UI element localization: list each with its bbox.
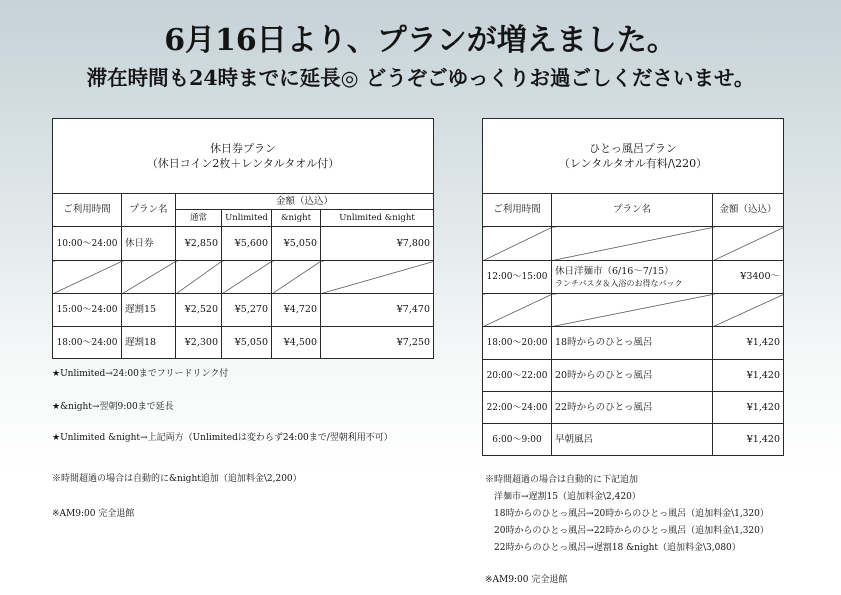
plan-subtitle: （休日コイン2枚＋レンタルタオル付）	[146, 157, 340, 170]
note-overtime-item: 洋麺市→遅割15（追加料金\2,420）	[494, 492, 641, 502]
table-row	[483, 261, 784, 294]
cell-plan: 遅割18	[122, 327, 176, 359]
empty-cell	[483, 227, 552, 261]
cell-price-unlimited-night: ¥7,470	[321, 294, 434, 327]
header-time: ご利用時間	[53, 194, 122, 227]
cell-plan: 18時からのひとっ風呂	[552, 327, 713, 360]
empty-cell	[122, 261, 176, 294]
empty-cell	[552, 294, 713, 327]
header-unlimited: Unlimited	[222, 210, 272, 227]
cell-time: 20:00～22:00	[483, 360, 552, 392]
table-header-row	[483, 194, 784, 227]
note-unlimited-night: ★Unlimited &night→上記両方（Unlimitedは変わらず24:00まで/翌朝利用不可）	[52, 433, 393, 443]
cell-price-unlimited-night: ¥7,800	[321, 227, 434, 261]
table-header-row	[53, 194, 434, 210]
empty-cell	[272, 261, 321, 294]
cell-plan: 22時からのひとっ風呂	[552, 392, 713, 424]
table-row	[483, 327, 784, 360]
table-row-empty	[53, 261, 434, 294]
cell-price-normal: ¥2,520	[176, 294, 222, 327]
cell-plan: 休日券	[122, 227, 176, 261]
empty-cell	[222, 261, 272, 294]
header-normal: 通常	[176, 210, 222, 227]
holiday-ticket-plan-table	[52, 118, 434, 359]
plan-title: 休日券プラン	[210, 142, 276, 155]
cell-plan: 早朝風呂	[552, 424, 713, 456]
note-overtime-item: 18時からのひとっ風呂→20時からのひとっ風呂（追加料金\1,320）	[494, 509, 769, 519]
plan-name: 休日洋麺市（6/16～7/15）	[555, 265, 674, 277]
cell-price: ¥3400～	[713, 261, 784, 294]
note-overtime: ※時間超過の場合は自動的に&night追加（追加料金\2,200）	[52, 474, 302, 484]
cell-price-unlimited: ¥5,600	[222, 227, 272, 261]
note-checkout: ※AM9:00 完全退館	[485, 575, 568, 585]
cell-time: 12:00～15:00	[483, 261, 552, 294]
table-caption-row	[53, 119, 434, 194]
header-price: 金額（込込）	[713, 194, 784, 227]
empty-cell	[483, 294, 552, 327]
cell-plan: 20時からのひとっ風呂	[552, 360, 713, 392]
cell-price: ¥1,420	[713, 360, 784, 392]
cell-time: 6:00～9:00	[483, 424, 552, 456]
note-overtime-item: 20時からのひとっ風呂→22時からのひとっ風呂（追加料金\1,320）	[494, 526, 769, 536]
cell-price-night: ¥5,050	[272, 227, 321, 261]
empty-cell	[176, 261, 222, 294]
cell-price: ¥1,420	[713, 327, 784, 360]
quick-bath-plan-table	[482, 118, 784, 456]
plan-subtitle: （レンタルタオル有料/\220）	[558, 157, 708, 170]
page-subtitle: 滞在時間も24時までに延長◎ どうぞごゆっくりお過ごしくださいませ。	[86, 66, 755, 90]
table-row	[483, 360, 784, 392]
table-row	[53, 227, 434, 261]
note-overtime-item: 22時からのひとっ風呂→遅割18 &night（追加料金\3,080）	[494, 543, 741, 553]
cell-price-night: ¥4,720	[272, 294, 321, 327]
cell-price: ¥1,420	[713, 424, 784, 456]
note-checkout: ※AM9:00 完全退館	[52, 509, 135, 519]
header-price: 金額（込込）	[176, 194, 434, 210]
cell-time: 18:00～20:00	[483, 327, 552, 360]
empty-cell	[713, 294, 784, 327]
header-plan: プラン名	[552, 194, 713, 227]
cell-price-normal: ¥2,300	[176, 327, 222, 359]
table-row-empty	[483, 294, 784, 327]
cell-time: 18:00～24:00	[53, 327, 122, 359]
note-unlimited: ★Unlimited→24:00までフリードリンク付	[52, 369, 229, 379]
table-row	[483, 424, 784, 456]
cell-price: ¥1,420	[713, 392, 784, 424]
table-caption	[483, 119, 784, 194]
cell-price-unlimited-night: ¥7,250	[321, 327, 434, 359]
empty-cell	[321, 261, 434, 294]
cell-plan	[552, 261, 713, 294]
note-overtime-heading: ※時間超過の場合は自動的に下記追加	[485, 475, 639, 485]
table-row-empty	[483, 227, 784, 261]
empty-cell	[713, 227, 784, 261]
header-unlimited-night: Unlimited &night	[321, 210, 434, 227]
header-plan: プラン名	[122, 194, 176, 227]
table-row	[483, 392, 784, 424]
table-row	[53, 327, 434, 359]
cell-price-normal: ¥2,850	[176, 227, 222, 261]
table-caption	[53, 119, 434, 194]
cell-plan: 遅割15	[122, 294, 176, 327]
plan-title: ひとっ風呂プラン	[589, 142, 677, 155]
table-caption-row	[483, 119, 784, 194]
empty-cell	[552, 227, 713, 261]
cell-price-night: ¥4,500	[272, 327, 321, 359]
plan-note: ランチパスタ＆入浴のお得なパック	[555, 278, 683, 288]
header-time: ご利用時間	[483, 194, 552, 227]
cell-time: 22:00～24:00	[483, 392, 552, 424]
page-title: 6月16日より、プランが増えました。	[164, 23, 677, 58]
note-night: ★&night→翌朝9:00まで延長	[52, 402, 174, 412]
header-night: &night	[272, 210, 321, 227]
empty-cell	[53, 261, 122, 294]
cell-price-unlimited: ¥5,050	[222, 327, 272, 359]
cell-time: 10:00～24:00	[53, 227, 122, 261]
cell-time: 15:00～24:00	[53, 294, 122, 327]
cell-price-unlimited: ¥5,270	[222, 294, 272, 327]
table-row	[53, 294, 434, 327]
